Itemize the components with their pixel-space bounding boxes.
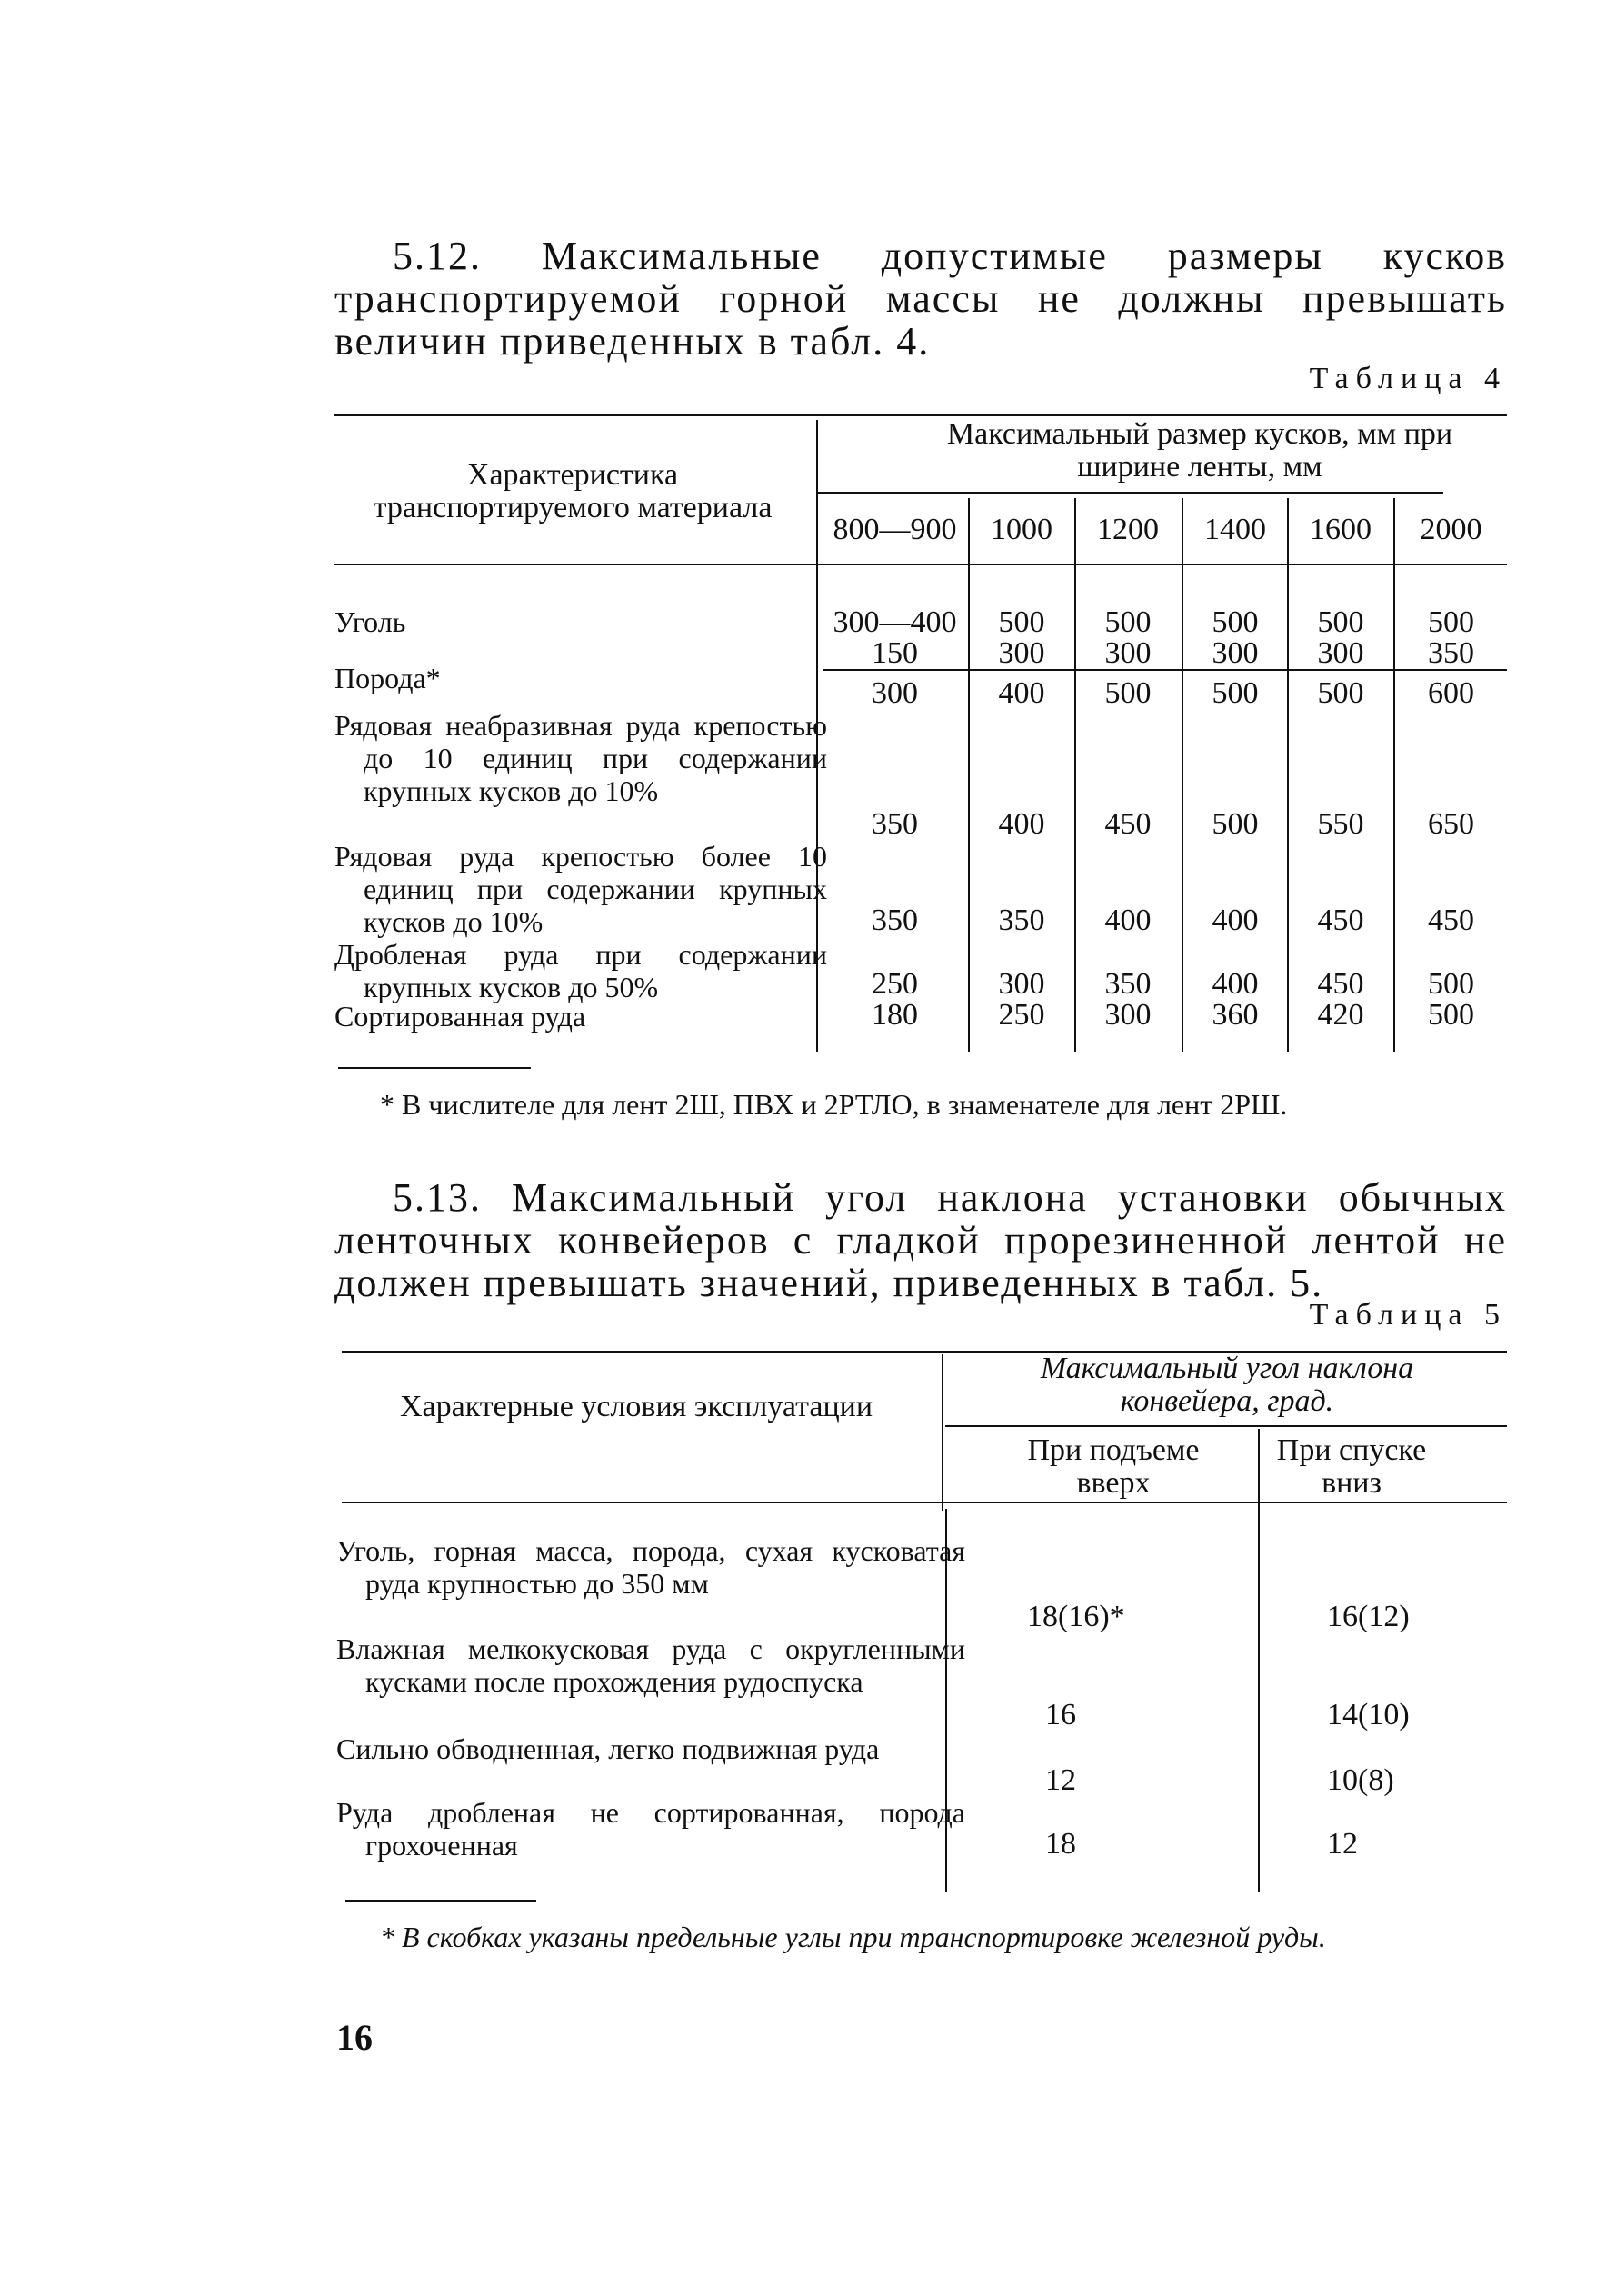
table4-cell: 350 (998, 903, 1045, 937)
table5-cell-up: 18(16)* (1027, 1600, 1125, 1633)
table5-head-down: При спуске вниз (1276, 1433, 1427, 1500)
table4-cell: 450 (1317, 967, 1364, 1001)
table4-cell: 350 (872, 807, 918, 841)
table5-head-group: Максимальный угол наклона конвейера, град. (1040, 1352, 1414, 1418)
table5-group-rule (945, 1425, 1507, 1427)
table4-cell: 500 (1428, 998, 1474, 1032)
table4-cell: 500 (1104, 605, 1152, 639)
table5-row-label: Сильно обводненная, легко подвижная руда (336, 1732, 880, 1765)
table4-footnote-rule (338, 1067, 531, 1069)
table4-cell-numerator: 150 (872, 636, 918, 670)
table5-cell-down: 12 (1327, 1827, 1358, 1861)
table4-group-rule (816, 492, 1443, 494)
table5-head-up: При подъеме вверх (1027, 1433, 1200, 1500)
table4-cell: 300 (998, 967, 1045, 1001)
table4-cell: 500 (1428, 967, 1474, 1001)
table4-top-rule (334, 414, 1507, 416)
table4-cell: 180 (872, 998, 918, 1032)
table4-cell-numerator: 300 (1317, 636, 1364, 670)
table4-cell: 500 (1317, 605, 1364, 639)
table4-head-material: Характеристика транспортируемого материала (373, 458, 773, 524)
table5-footnote: * В скобках указаны предельные углы при транспортировке железной руды. (380, 1921, 1326, 1953)
table4-cell-denominator: 500 (1212, 676, 1259, 710)
table4-row-label: Рядовая неабразивная руда крепостью до 10 единиц при содержании крупных кусков до 10% (334, 709, 827, 807)
table4-cell: 360 (1212, 998, 1259, 1032)
table5-cell-down: 16(12) (1327, 1600, 1410, 1633)
table5-row-label: Влажная мелкокусковая руда с округленными кусками после прохождения рудоспуска (336, 1632, 965, 1698)
table4-cell: 250 (872, 967, 918, 1001)
table4-cell: 450 (1317, 903, 1364, 937)
table4-row-label: Порода* (334, 662, 441, 694)
table5-cell-down: 14(10) (1327, 1698, 1410, 1732)
table4-cell: 400 (1104, 903, 1152, 937)
table4-cell: 650 (1428, 807, 1474, 841)
table4-row-label: Уголь (334, 605, 406, 638)
table4-cell: 250 (998, 998, 1045, 1032)
table4-cell: 450 (1428, 903, 1474, 937)
table4-cell: 350 (872, 903, 918, 937)
table4-cell: 400 (1212, 903, 1259, 937)
table4-width-1600: 1600 (1310, 513, 1372, 546)
table4-cell: 350 (1104, 967, 1152, 1001)
table4-cell-denominator: 500 (1104, 676, 1152, 710)
table4-cell: 450 (1104, 807, 1152, 841)
table5-head-conditions: Характерные условия эксплуатации (399, 1390, 873, 1423)
table4-width-1200: 1200 (1097, 513, 1159, 546)
table5-caption: Таблица 5 (1309, 1298, 1507, 1332)
table4-cell-denominator: 600 (1428, 676, 1474, 710)
table4-row-label: Дробленая руда при содержании крупных кусков до 50% (334, 938, 827, 1003)
table5-header-rule (342, 1502, 1507, 1503)
table4-cell-numerator: 350 (1428, 636, 1474, 670)
table5-cell-up: 18 (1045, 1827, 1076, 1861)
table4-cell-denominator: 400 (998, 676, 1045, 710)
table4-header-rule (334, 564, 1507, 565)
table4-cell-numerator: 300 (1212, 636, 1259, 670)
table4-cell-denominator: 500 (1317, 676, 1364, 710)
table4-cell: 500 (1212, 605, 1259, 639)
table4-cell: 500 (998, 605, 1045, 639)
table5-vrule-header (942, 1354, 943, 1511)
table5-vrule-mid (1258, 1429, 1260, 1892)
table4-cell: 550 (1317, 807, 1364, 841)
section-5-13-paragraph: 5.13. Максимальный угол наклона установки обычных ленточных конвейеров с гладкой прорезиненной лентой не должен превышать значений, приведенных в табл. 5. (334, 1175, 1507, 1305)
table4-footnote: * В числителе для лент 2Ш, ПВХ и 2РТЛО, в знаменателе для лент 2РШ. (380, 1088, 1288, 1121)
table4-cell-denominator: 300 (872, 676, 918, 710)
table5-cell-up: 16 (1045, 1698, 1076, 1732)
section-5-12-paragraph: 5.12. Максимальные допустимые размеры кусков транспортируемой горной массы не должны превышать величин приведенных в табл. 4. (334, 234, 1507, 364)
table4-row-label: Сортированная руда (334, 1000, 586, 1033)
table4-cell: 500 (1212, 807, 1259, 841)
table4-cell-numerator: 300 (998, 636, 1045, 670)
table4-width-2000: 2000 (1420, 513, 1482, 546)
table4-caption: Таблица 4 (1309, 362, 1507, 395)
table4-width-800-900: 800—900 (833, 513, 957, 546)
table4-row-label: Рядовая руда крепостью более 10 единиц при содержании крупных кусков до 10% (334, 840, 827, 938)
table5-row-label: Уголь, горная масса, порода, сухая кусковатая руда крупностью до 350 мм (336, 1534, 965, 1600)
table5-footnote-rule (345, 1900, 536, 1902)
table4-cell: 400 (998, 807, 1045, 841)
table4-cell: 500 (1428, 605, 1474, 639)
table4-head-group: Максимальный размер кусков, мм при ширине ленты, мм (946, 417, 1453, 484)
table4-cell-numerator: 300 (1104, 636, 1152, 670)
table4-cell: 420 (1317, 998, 1364, 1032)
table4-cell: 300 (1104, 998, 1152, 1032)
table4-cell: 300—400 (833, 605, 957, 639)
table4-width-1000: 1000 (991, 513, 1052, 546)
table5-row-label: Руда дробленая не сортированная, порода грохоченная (336, 1796, 965, 1862)
table5-cell-down: 10(8) (1327, 1763, 1394, 1797)
page-number: 16 (336, 2017, 373, 2058)
table5-cell-up: 12 (1045, 1763, 1076, 1797)
table4-cell: 400 (1212, 967, 1259, 1001)
table4-width-1400: 1400 (1204, 513, 1266, 546)
